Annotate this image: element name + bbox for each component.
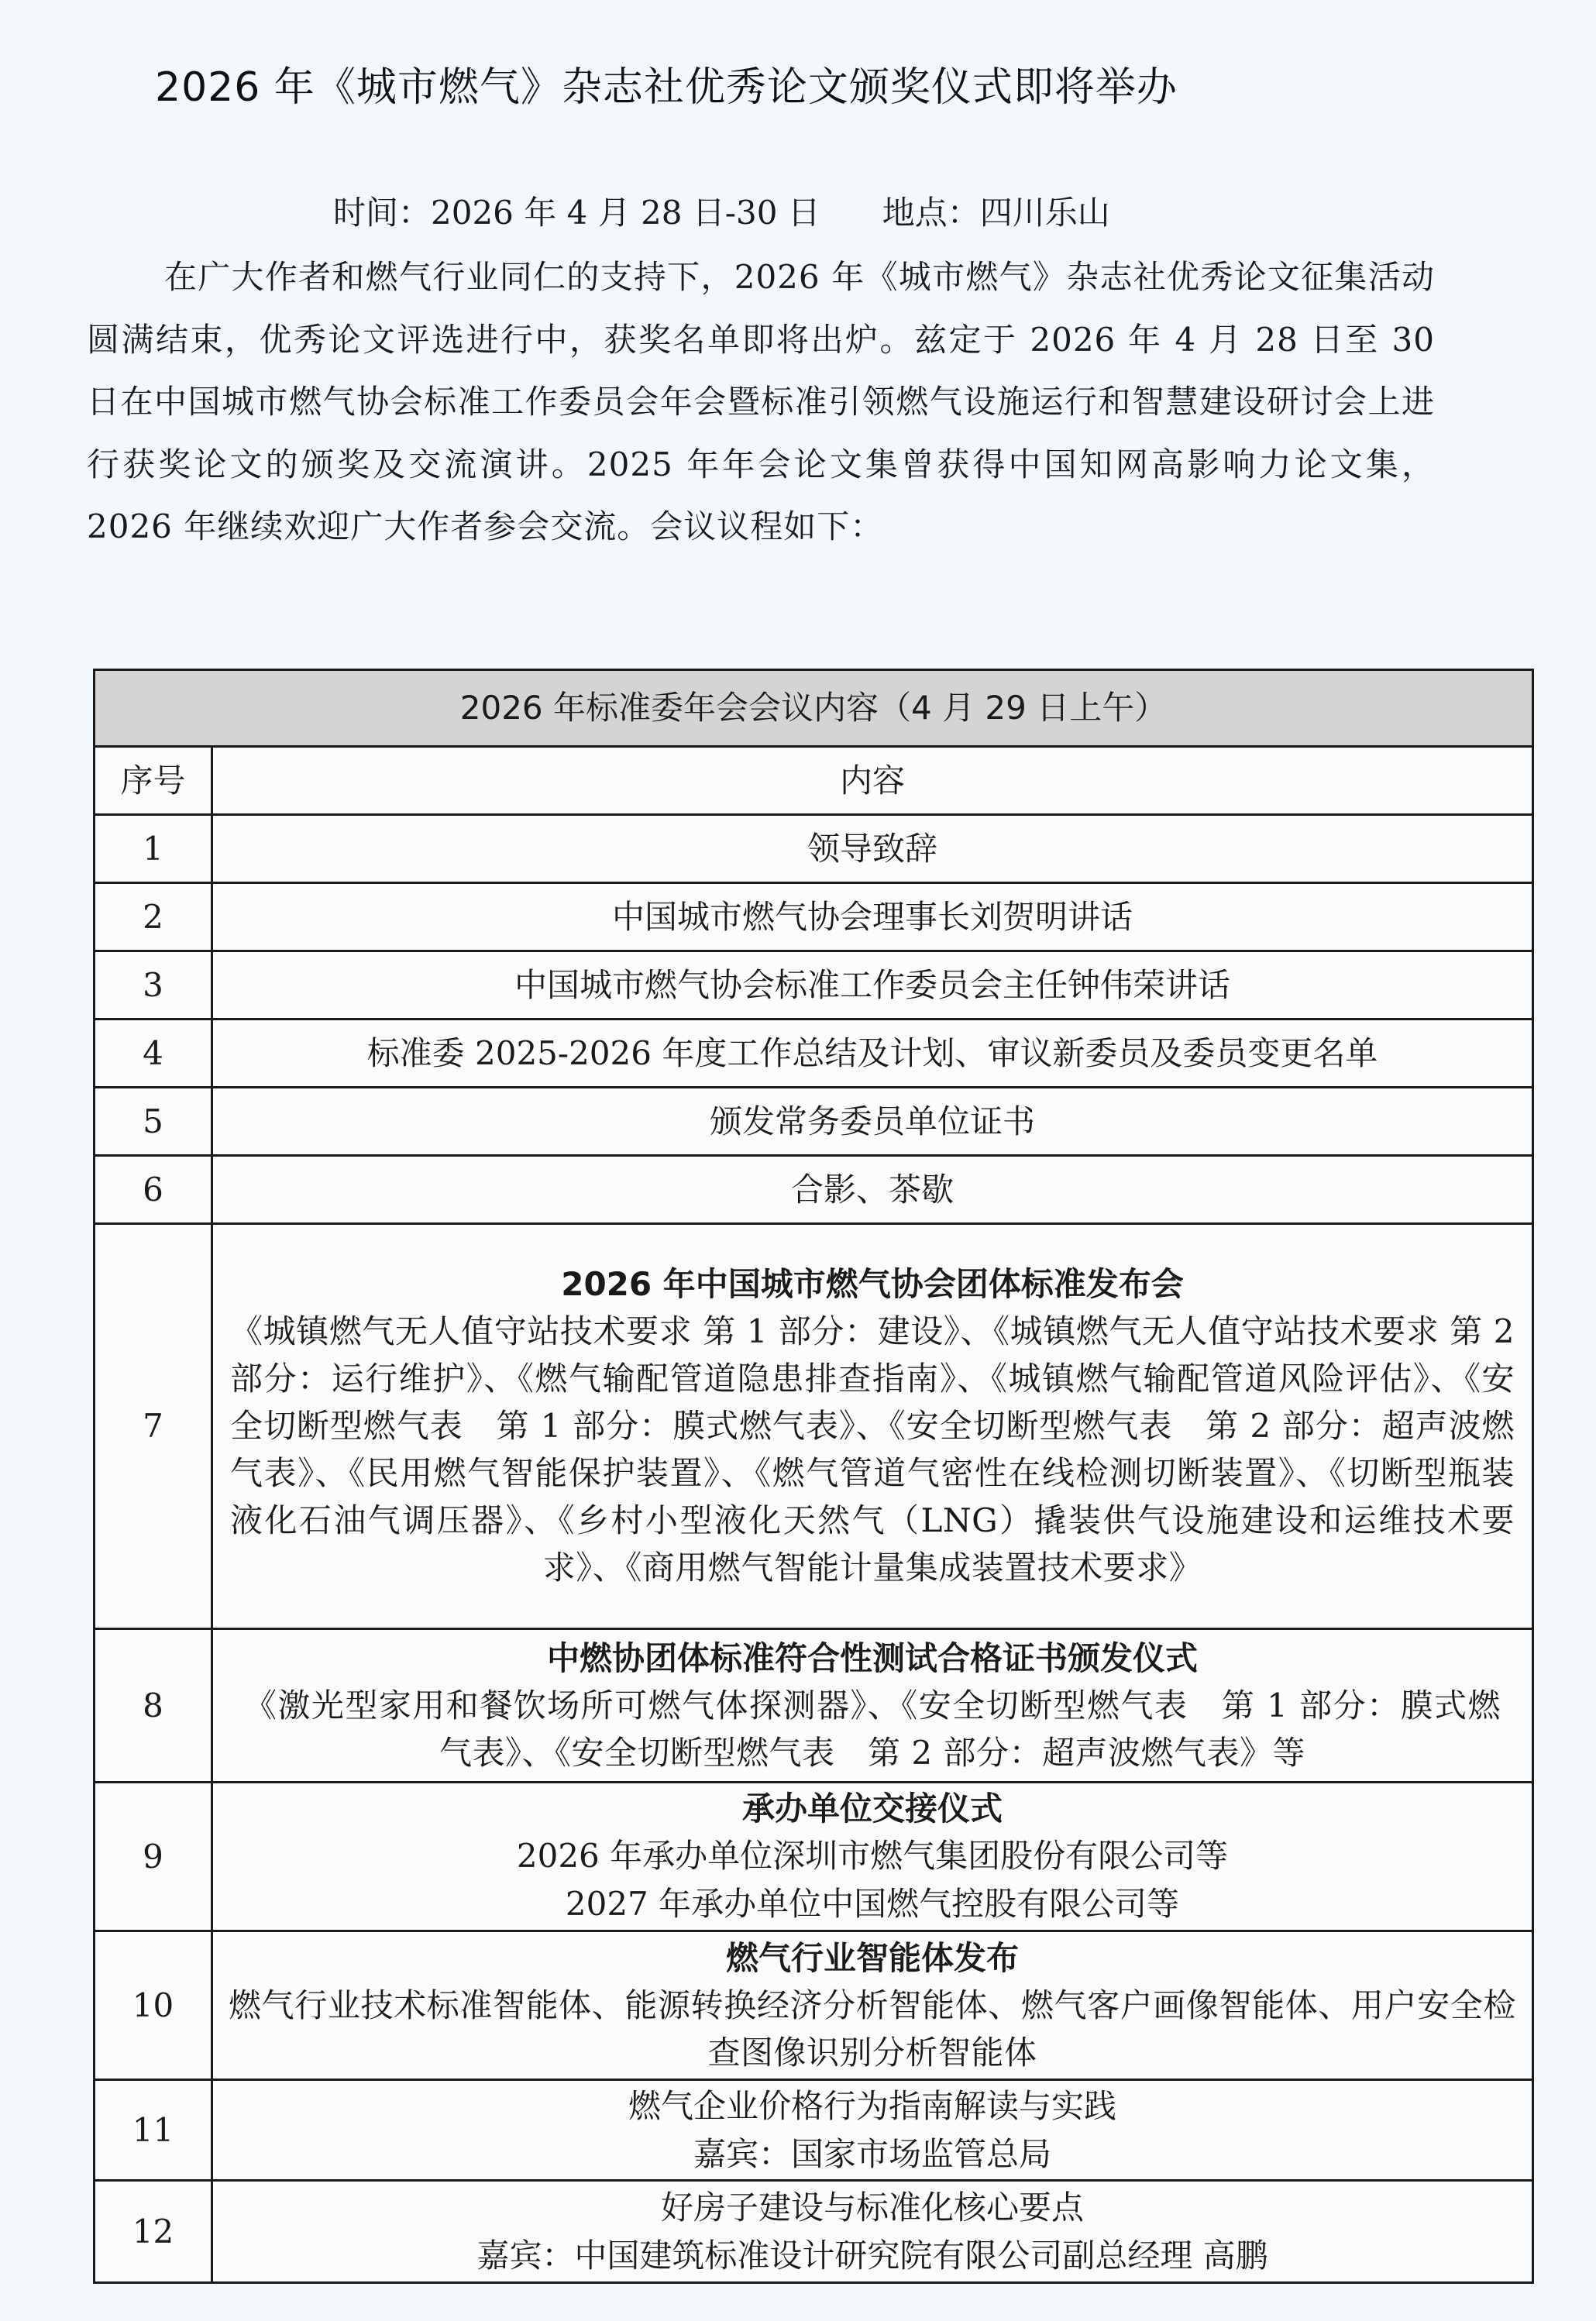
row-content: 中国城市燃气协会标准工作委员会主任钟伟荣讲话 (212, 951, 1533, 1020)
row-content (212, 2080, 1533, 2181)
event-meta (333, 190, 1110, 236)
row-content: 标准委 2025-2026 年度工作总结及计划、审议新委员及委员变更名单 (212, 1020, 1533, 1088)
event-location: 地点：四川乐山 (882, 194, 1110, 232)
row-seq: 8 (95, 1629, 212, 1783)
row-content: 合影、茶歇 (212, 1156, 1533, 1224)
row-content: 颁发常务委员单位证书 (212, 1088, 1533, 1156)
row-heading: 2026 年中国城市燃气协会团体标准发布会 (561, 1265, 1184, 1303)
row-content (212, 1224, 1533, 1629)
row-content: 中国城市燃气协会理事长刘贺明讲话 (212, 883, 1533, 951)
table-row (95, 1156, 1533, 1224)
table-row (95, 1629, 1533, 1783)
row-detail: 《城镇燃气无人值守站技术要求 第 1 部分：建设》、《城镇燃气无人值守站技术要求 第 2 部分：运行维护》、《燃气输配管道隐患排查指南》、《城镇燃气输配管道风险评估》、《安全切断型燃气表 第 1 部分：膜式燃气表》、《安全切断型燃气表 第 2 部分：超声波燃气表》、《民用燃气智能保护装置》、《燃气管道气密性在线检测切断装置》、《切断型瓶装液化石油气调压器》、《乡村小型液化天然气（LNG）撬装供气设施建设和运维技术要求》、《商用燃气智能计量集成装置技术要求》 (230, 1312, 1515, 1587)
table-row (95, 1020, 1533, 1088)
row-content (212, 1783, 1533, 1931)
row-seq: 9 (95, 1783, 212, 1931)
table-row (95, 2080, 1533, 2181)
header-content: 内容 (212, 747, 1533, 815)
row-seq: 2 (95, 883, 212, 951)
header-seq: 序号 (95, 747, 212, 815)
row-content (212, 1931, 1533, 2080)
table-header-row (95, 747, 1533, 815)
row-content (212, 1629, 1533, 1783)
row-seq: 6 (95, 1156, 212, 1224)
row-line-2: 嘉宾：国家市场监管总局 (693, 2134, 1051, 2173)
table-row (95, 883, 1533, 951)
row-line-2: 嘉宾：中国建筑标准设计研究院有限公司副总经理 高鹏 (476, 2236, 1268, 2275)
row-content: 领导致辞 (212, 815, 1533, 883)
row-line-1: 燃气企业价格行为指南解读与实践 (628, 2086, 1116, 2125)
table-row (95, 1931, 1533, 2080)
table-row (95, 1224, 1533, 1629)
intro-paragraph: 在广大作者和燃气行业同仁的支持下，2026 年《城市燃气》杂志社优秀论文征集活动圆满结束，优秀论文评选进行中，获奖名单即将出炉。兹定于 2026 年 4 月 28 日至 30 日在中国城市燃气协会标准工作委员会年会暨标准引领燃气设施运行和智慧建设研讨会上进行获奖论文的颁奖及交流演讲。2025 年年会论文集曾获得中国知网高影响力论文集，2026 年继续欢迎广大作者参会交流。会议议程如下： (87, 258, 1435, 545)
table-caption-row (95, 670, 1533, 747)
row-seq: 7 (95, 1224, 212, 1629)
table-row (95, 951, 1533, 1020)
table-row (95, 815, 1533, 883)
row-heading: 承办单位交接仪式 (741, 1789, 1003, 1828)
table-row (95, 1088, 1533, 1156)
row-line-1: 好房子建设与标准化核心要点 (660, 2188, 1084, 2226)
row-seq: 1 (95, 815, 212, 883)
row-detail: 燃气行业技术标准智能体、能源转换经济分析智能体、燃气客户画像智能体、用户安全检查图像识别分析智能体 (229, 1986, 1516, 2072)
table-row (95, 1783, 1533, 1931)
row-seq: 3 (95, 951, 212, 1020)
row-seq: 10 (95, 1931, 212, 2080)
row-seq: 12 (95, 2181, 212, 2283)
page-title: 2026 年《城市燃气》杂志社优秀论文颁奖仪式即将举办 (155, 64, 1178, 111)
row-seq: 5 (95, 1088, 212, 1156)
row-seq: 11 (95, 2080, 212, 2181)
table-caption: 2026 年标准委年会会议内容（4 月 29 日上午） (95, 670, 1533, 747)
agenda-table (93, 669, 1534, 2284)
table-row (95, 2181, 1533, 2283)
row-content (212, 2181, 1533, 2283)
row-heading: 燃气行业智能体发布 (725, 1938, 1019, 1977)
row-heading: 中燃协团体标准符合性测试合格证书颁发仪式 (546, 1638, 1198, 1677)
row-seq: 4 (95, 1020, 212, 1088)
row-detail: 《激光型家用和餐饮场所可燃气体探测器》、《安全切断型燃气表 第 1 部分：膜式燃气表》、《安全切断型燃气表 第 2 部分：超声波燃气表》等 (244, 1686, 1501, 1772)
row-line-1: 2026 年承办单位深圳市燃气集团股份有限公司等 (516, 1836, 1229, 1875)
event-time: 时间：2026 年 4 月 28 日-30 日 (333, 194, 820, 232)
row-line-2: 2027 年承办单位中国燃气控股有限公司等 (565, 1884, 1180, 1923)
